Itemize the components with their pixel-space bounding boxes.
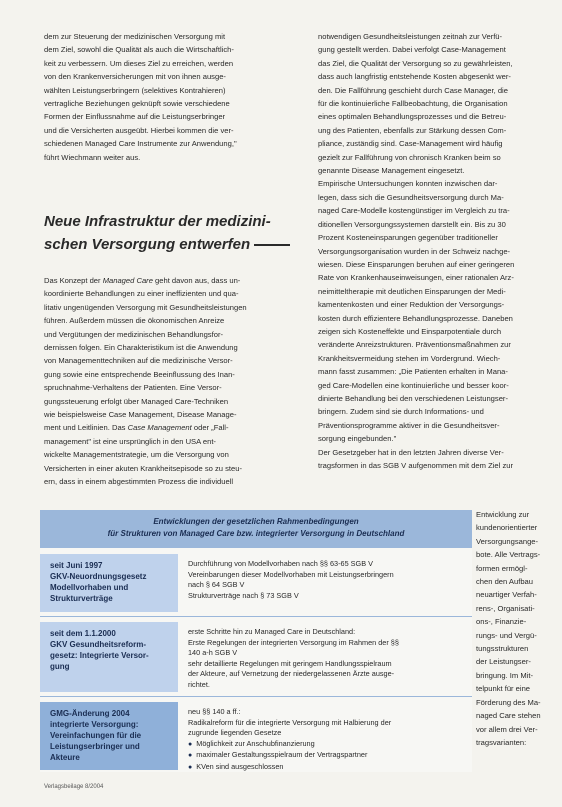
info-row-1997 [40,554,472,612]
text-line: dass auch langfristig entstehende Kosten abgesenkt wer- [318,72,511,82]
text-line: dinierte Behandlung bei den verschiedenen Leistungser- [318,393,508,403]
text-line: mann fasst zusammen: „Die Patienten erhalten in Mana- [318,367,508,377]
text-line: ged Care-Modellen eine kontinuierliche und besser koor- [318,380,509,390]
right-column-narrow [476,508,558,749]
text-line: Versorgungsange- [476,536,539,546]
text-line: vertragliche Beziehungen geknüpft sowie verschiedene [44,99,230,109]
text-line: und Vergütungen der medizinischen Behandlungsfor- [44,329,223,339]
text-line: bringern. Zudem sind sie durch Informations- und [318,407,484,417]
text-line: von den Krankenversicherungen mit von ihnen ausge- [44,72,226,82]
text-line: notwendigen Gesundheitsleistungen zeitnah zur Verfü- [318,32,503,41]
info-row-content-line: 140 a-h SGB V [188,648,238,658]
text-line: dem Ziel, sowohl die Qualität als auch die Wirtschaftlich- [44,45,234,55]
text-line: management" ist eine ursprünglich in den USA ent- [44,436,216,446]
text-line: gungssteuerung erfolgt über Managed Care-Techniken [44,396,229,406]
text-line: wählten Leistungserbringern (selektives Kontrahieren) [44,85,226,95]
text-line: Der Gesetzgeber hat in den letzten Jahren diverse Ver- [318,447,504,457]
info-row-label-line: seit Juni 1997 [50,561,103,570]
info-bullet-item: ● maximaler Gestaltungsspielraum der Vertragspartner [188,750,468,762]
row-divider [40,696,472,697]
info-row-content [188,702,468,774]
text-line: tungsstrukturen [476,644,529,654]
text-line: Entwicklung zur [476,510,530,519]
info-row-content-line: Vereinbarungen dieser Modellvorhaben mit Leistungserbringern [188,569,394,579]
info-row-label-line: gung [50,662,70,671]
info-row-label-line: GKV-Neuordnungsgesetz [50,572,147,581]
page-footer: Verlagsbeilage 8/2004 [44,784,104,790]
text-line: von Managementtechniken auf die medizinische Versor- [44,356,233,366]
info-row-content [188,554,468,601]
text-line: tragsvarianten: [476,737,527,747]
text-line: ern, dass in einem abgestimmten Prozess die individuell [44,477,234,487]
text-line: den. Die Fallführung geschieht durch Case Manager, die [318,85,508,95]
text-line: Formen der Einflussnahme auf die Leistungserbringer [44,112,226,122]
info-row-content-line: zugrunde liegenden Gesetze [188,728,282,738]
info-box-title-2: für Strukturen von Managed Care bzw. integrierter Versorgung in Deutschland [107,529,405,538]
text-line: bringung. Im Mit- [476,670,533,680]
text-line: schiedenen Managed Care Instrumente zur Anwendung," [44,139,237,149]
info-row-content-line: der Akteure, auf Vernetzung der niedergelassenen Ärzte ausge- [188,669,395,679]
text-line: naged Care-Modelle kostengünstiger im Vergleich zu tra- [318,206,510,216]
text-line: ditionellen Versorgungssystemen darstellt ein. Bis zu 30 [318,219,506,229]
text-line: wie beispielsweise Case Management, Disease Manage- [44,410,237,420]
text-line: neuartiger Verfah- [476,590,537,600]
text-line: Versicherten in einer akuten Krankheitsepisode so zu steu- [44,463,242,473]
text-line: ung des Patienten, ebenfalls zur Stärkung dessen Com- [318,125,507,135]
text-line: bote. Alle Vertrags- [476,550,541,560]
info-box-header [40,510,472,548]
row-divider [40,616,472,617]
text-line: neimitteltherapie mit deutlichen Einsparungen der Medi- [318,286,506,296]
info-row-label-line: Leistungserbringer und [50,742,140,751]
text-line: Empirische Untersuchungen konnten inzwischen dar- [318,179,498,189]
info-bullet-item: ● KVen sind ausgeschlossen [188,762,468,774]
info-bullet-item: ● Möglichkeit zur Anschubfinanzierung [188,739,468,751]
text-line: ons-, Finanzie- [476,617,527,627]
text-line: kosten durch effizientere Behandlungsprozesse. Daneben [318,313,513,323]
text-line: sorgung eingebunden." [318,434,397,444]
text-line: keit zu verbessern. Um dieses Ziel zu erreichen, werden [44,58,234,68]
left-column-body [44,274,294,489]
text-line: rens-, Organisati- [476,603,535,613]
info-box-title-1: Entwicklungen der gesetzlichen Rahmenbedingungen [153,517,359,526]
text-line: vor allem drei Ver- [476,724,538,734]
left-column-intro [44,30,294,164]
heading-line-1: Neue Infrastruktur der medizini- [44,213,271,230]
info-row-label [40,622,178,692]
info-row-content-line: Erste Regelungen der integrierten Versorgung im Rahmen der §§ [188,637,399,647]
text-line: gung sowie eine entsprechende Beeinflussung des Inan- [44,369,235,379]
info-row-label-line: Akteure [50,753,80,762]
info-row-label-line: GMG-Änderung 2004 [50,709,130,718]
info-row-label-line: Vereinfachungen für die [50,731,142,740]
info-row-label-line: gesetz: Integrierte Versor- [50,651,149,660]
text-line: tragsformen in das SGB V aufgenommen mit dem Ziel zur [318,461,513,470]
info-row-content-line: richtet. [188,679,210,689]
info-row-label-line: GKV Gesundheitsreform- [50,640,147,649]
text-line: telpunkt für eine [476,684,531,694]
text-line: dem zur Steuerung der medizinischen Versorgung mit [44,32,226,41]
text-line: und die Versicherten ausgeübt. Hierbei kommen die ver- [44,125,234,135]
info-row-label-line: Strukturverträge [50,594,113,603]
info-row-label [40,702,178,770]
text-line: chen den Aufbau [476,577,534,587]
info-row-content-line: erste Schritte hin zu Managed Care in Deutschland: [188,627,356,636]
text-line: naged Care stehen [476,711,541,721]
text-line: eines optimalen Behandlungsprozesses und die Betreu- [318,112,507,122]
text-line: pliance, zuständig sind. Case-Management wird häufig [318,139,503,149]
text-line: kamentenkosten und einer Reduktion der Versorgungs- [318,300,505,310]
text-line: für die kontinuierliche Fallbeobachtung, die Organisation [318,99,508,109]
info-row-2004 [40,702,472,770]
text-line: veränderte Anreizstrukturen. Präventionsmaßnahmen zur [318,340,511,350]
text-line: Das Konzept der Managed Care geht davon aus, dass un- [44,276,241,285]
text-line: zeigen sich Kosteneffekte und Einsparpotentiale durch [318,326,502,336]
text-line: spruchnahme-Verhaltens der Patienten. Eine Versor- [44,383,222,393]
text-line: litativ ungenügenden Versorgung mit Gesundheitsleistungen [44,302,247,312]
info-row-label-line: Modellvorhaben und [50,583,129,592]
info-row-content-line: nach § 64 SGB V [188,580,245,590]
info-row-content-line: Durchführung von Modellvorhaben nach §§ 63-65 SGB V [188,559,373,568]
heading-rule [254,244,290,246]
text-line: Förderung des Ma- [476,697,541,707]
text-line: gezielt zur Fallführung von chronisch Kranken beim so [318,152,501,162]
text-line: koordinierte Behandlungen zu einer ineffizienten und qua- [44,289,239,299]
text-line: kundenorientierter [476,523,538,533]
text-line: Krankheitsvermeidung stehen im Vordergrund. Wiech- [318,353,501,363]
text-line: legen, dass sich die Gesundheitsversorgung durch Ma- [318,192,504,202]
text-line: wickelte Managementstrategie, um die Versorgung von [44,450,229,460]
heading-line-2: schen Versorgung entwerfen [44,236,251,253]
legislation-info-box [40,510,472,772]
info-row-label-line: integrierte Versorgung: [50,720,139,729]
text-line: ment und Leitlinien. Das Case Management oder „Fall- [44,423,229,433]
text-line: Präventionsprogramme aktiver in die Gesundheitsver- [318,420,500,430]
info-row-content [188,622,468,691]
info-row-content-line: sehr detaillierte Regelungen mit geringem Handlungsspielraum [188,658,392,668]
info-row-content-line: neu §§ 140 a ff.: [188,707,241,716]
right-column-text [318,30,558,472]
text-line: führt Wiechmann weiter aus. [44,152,141,162]
text-line: Versorgungsorganisation wurden in der Schweiz nachge- [318,246,511,256]
text-line: Rate von Krankenhauseinweisungen, einer rationalen Arz- [318,273,514,283]
text-line: gung gestellt werden. Dabei verfolgt Case-Management [318,45,506,55]
text-line: rungs- und Vergü- [476,630,537,640]
text-line: führen. Außerdem müssen die ökonomischen Anreize [44,316,225,326]
text-line: dernissen folgen. Ein Charakteristikum ist die Anwendung [44,343,238,353]
info-row-label-line: seit dem 1.1.2000 [50,629,116,638]
text-line: das Ziel, die Qualität der Versorgung so zu gewährleisten, [318,58,513,68]
text-line: Prozent Kosteneinsparungen gegenüber traditioneller [318,233,498,243]
text-line: genannte Disease Management eingesetzt. [318,166,465,176]
info-row-label [40,554,178,612]
info-row-2000 [40,622,472,692]
text-line: wiesen. Diese Einsparungen beruhen auf einer geringeren [318,259,515,269]
section-heading [44,210,294,256]
text-line: formen ermögl- [476,563,528,573]
text-line: der Leistungser- [476,657,531,667]
info-row-content-line: Radikalreform für die integrierte Versorgung mit Halbierung der [188,717,392,727]
info-row-content-line: Strukturverträge nach § 73 SGB V [188,590,299,600]
